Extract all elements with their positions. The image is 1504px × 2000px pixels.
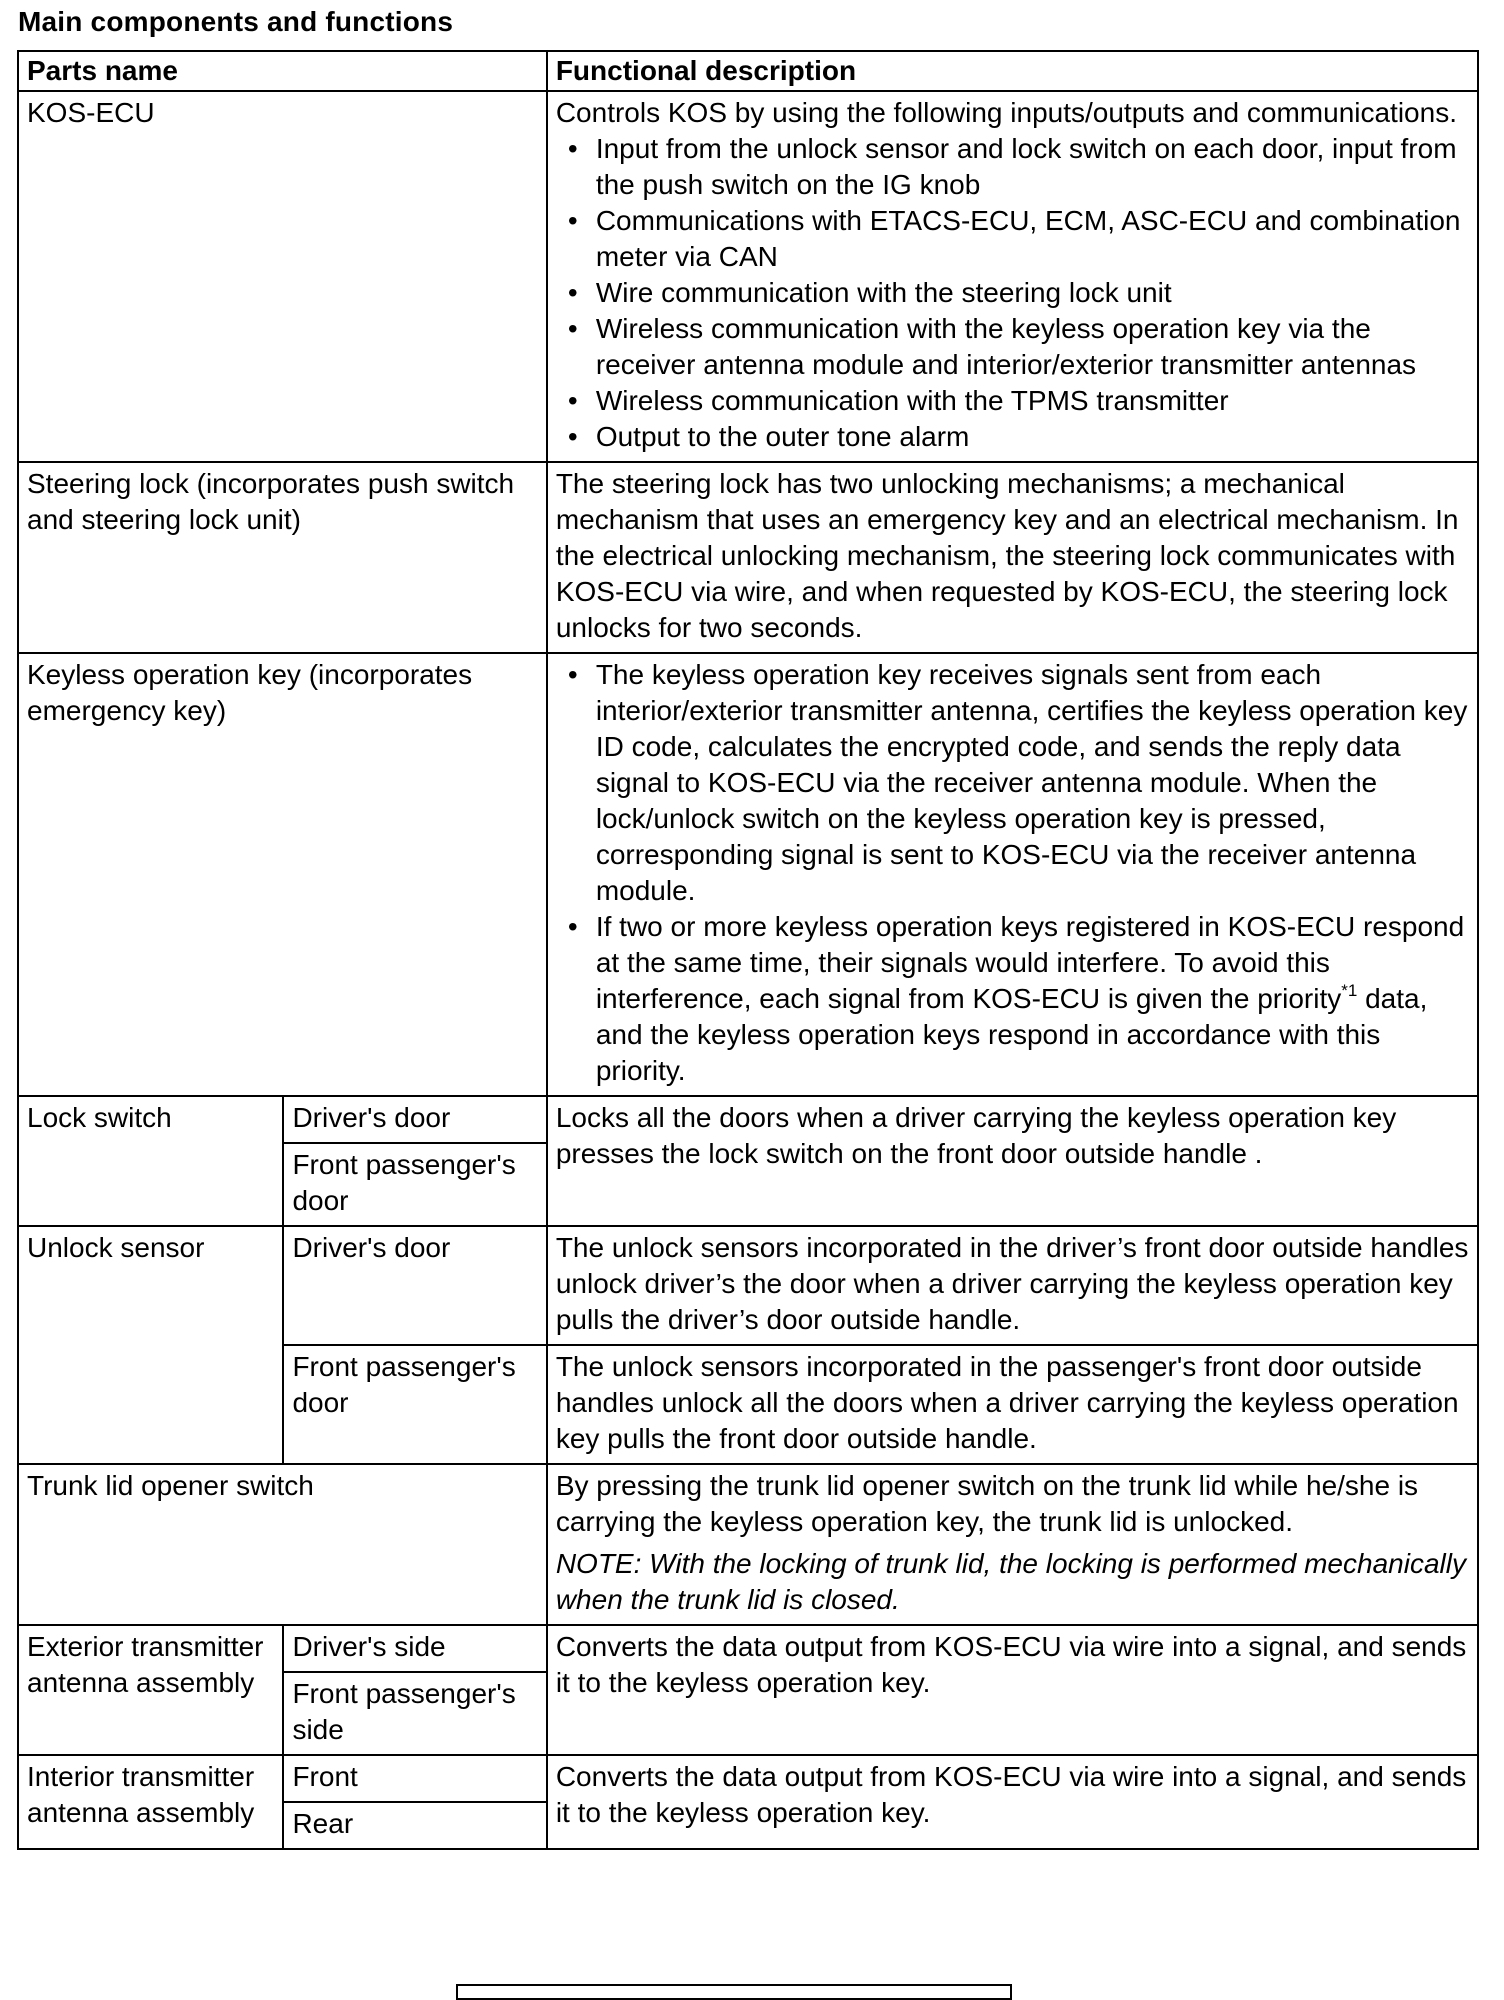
list-item: • Wire communication with the steering lock unit — [596, 275, 1469, 311]
table-row — [18, 1464, 1478, 1625]
part-name: Trunk lid opener switch — [18, 1464, 547, 1625]
list-item: • Input from the unlock sensor and lock switch on each door, input from the push switch on the IG knob — [596, 131, 1469, 203]
bullet-list — [556, 131, 1469, 455]
description-intro: Controls KOS by using the following inputs/outputs and communications. — [555, 97, 1457, 128]
part-description: The unlock sensors incorporated in the passenger's front door outside handles unlock all the doors when a driver carrying the keyless operation key pulls the front door outside handle. — [547, 1345, 1478, 1464]
part-description: The steering lock has two unlocking mechanisms; a mechanical mechanism that uses an emergency key and an electrical mechanism. In the electrical unlocking mechanism, the steering lock communicates with KOS-ECU via wire, and when requested by KOS-ECU, the steering lock unlocks for two seconds. — [547, 462, 1478, 653]
section-title: Main components and functions — [18, 6, 454, 37]
sub-part-name: Driver's door — [283, 1226, 546, 1345]
table-row — [18, 653, 1478, 1096]
header-parts-name: Parts name — [18, 51, 547, 91]
sub-part-name: Front passenger's door — [283, 1345, 546, 1464]
sub-part-name: Rear — [283, 1802, 546, 1849]
part-description: Locks all the doors when a driver carrying the keyless operation key presses the lock switch on the front door outside handle . — [547, 1096, 1478, 1226]
bullet-list — [556, 657, 1469, 1089]
part-name: Exterior transmitter antenna assembly — [18, 1625, 283, 1755]
part-name: Steering lock (incorporates push switch and steering lock unit) — [18, 462, 547, 653]
part-description: Converts the data output from KOS-ECU via wire into a signal, and sends it to the keyless operation key. — [547, 1625, 1478, 1755]
part-name: KOS-ECU — [18, 91, 547, 462]
sub-part-name: Driver's side — [283, 1625, 546, 1672]
list-item: • Communications with ETACS-ECU, ECM, ASC-ECU and combination meter via CAN — [596, 203, 1469, 275]
table-row — [18, 1755, 1478, 1802]
list-item: • Wireless communication with the TPMS transmitter — [596, 383, 1469, 419]
header-functional-description: Functional description — [547, 51, 1478, 91]
table-row — [18, 1096, 1478, 1143]
part-name: Interior transmitter antenna assembly — [18, 1755, 283, 1849]
components-table — [17, 50, 1479, 1850]
part-description: Converts the data output from KOS-ECU via wire into a signal, and sends it to the keyless operation key. — [547, 1755, 1478, 1849]
note-text: NOTE: With the locking of trunk lid, the locking is performed mechanically when the trunk lid is closed. — [555, 1548, 1466, 1615]
footnote-marker: *1 — [1341, 980, 1358, 1000]
list-item: • Wireless communication with the keyless operation key via the receiver antenna module and interior/exterior transmitter antennas — [596, 311, 1469, 383]
sub-part-name: Front — [283, 1755, 546, 1802]
bottom-frame — [456, 1984, 1012, 2000]
part-name: Keyless operation key (incorporates emergency key) — [18, 653, 547, 1096]
part-description: The unlock sensors incorporated in the driver’s front door outside handles unlock driver’s the door when a driver carrying the keyless operation key pulls the driver’s door outside handle. — [547, 1226, 1478, 1345]
list-item — [596, 909, 1469, 1089]
table-header-row — [18, 51, 1478, 91]
part-name: Lock switch — [18, 1096, 283, 1226]
part-description — [547, 91, 1478, 462]
sub-part-name: Front passenger's door — [283, 1143, 546, 1226]
table-row — [18, 1226, 1478, 1345]
sub-part-name: Driver's door — [283, 1096, 546, 1143]
list-item: • Output to the outer tone alarm — [596, 419, 1469, 455]
list-item: • The keyless operation key receives signals sent from each interior/exterior transmitter antenna, certifies the keyless operation key ID code, calculates the encrypted code, and sends the reply data signal to KOS-ECU via the receiver antenna module. When the lock/unlock switch on the keyless operation key is pressed, corresponding signal is sent to KOS-ECU via the receiver antenna module. — [596, 657, 1469, 909]
description-text: By pressing the trunk lid opener switch on the trunk lid while he/she is carrying the keyless operation key, the trunk lid is unlocked. — [555, 1470, 1419, 1537]
part-name: Unlock sensor — [18, 1226, 283, 1464]
table-row — [18, 462, 1478, 653]
list-item-text: data, and the keyless operation keys respond in accordance with this priority. — [595, 983, 1428, 1086]
table-row — [18, 91, 1478, 462]
part-description — [547, 1464, 1478, 1625]
list-item-text: If two or more keyless operation keys registered in KOS-ECU respond at the same time, their signals would interfere. To avoid this interference, each signal from KOS-ECU is given the priority — [595, 911, 1465, 1014]
part-description — [547, 653, 1478, 1096]
sub-part-name: Front passenger's side — [283, 1672, 546, 1755]
table-row — [18, 1625, 1478, 1672]
